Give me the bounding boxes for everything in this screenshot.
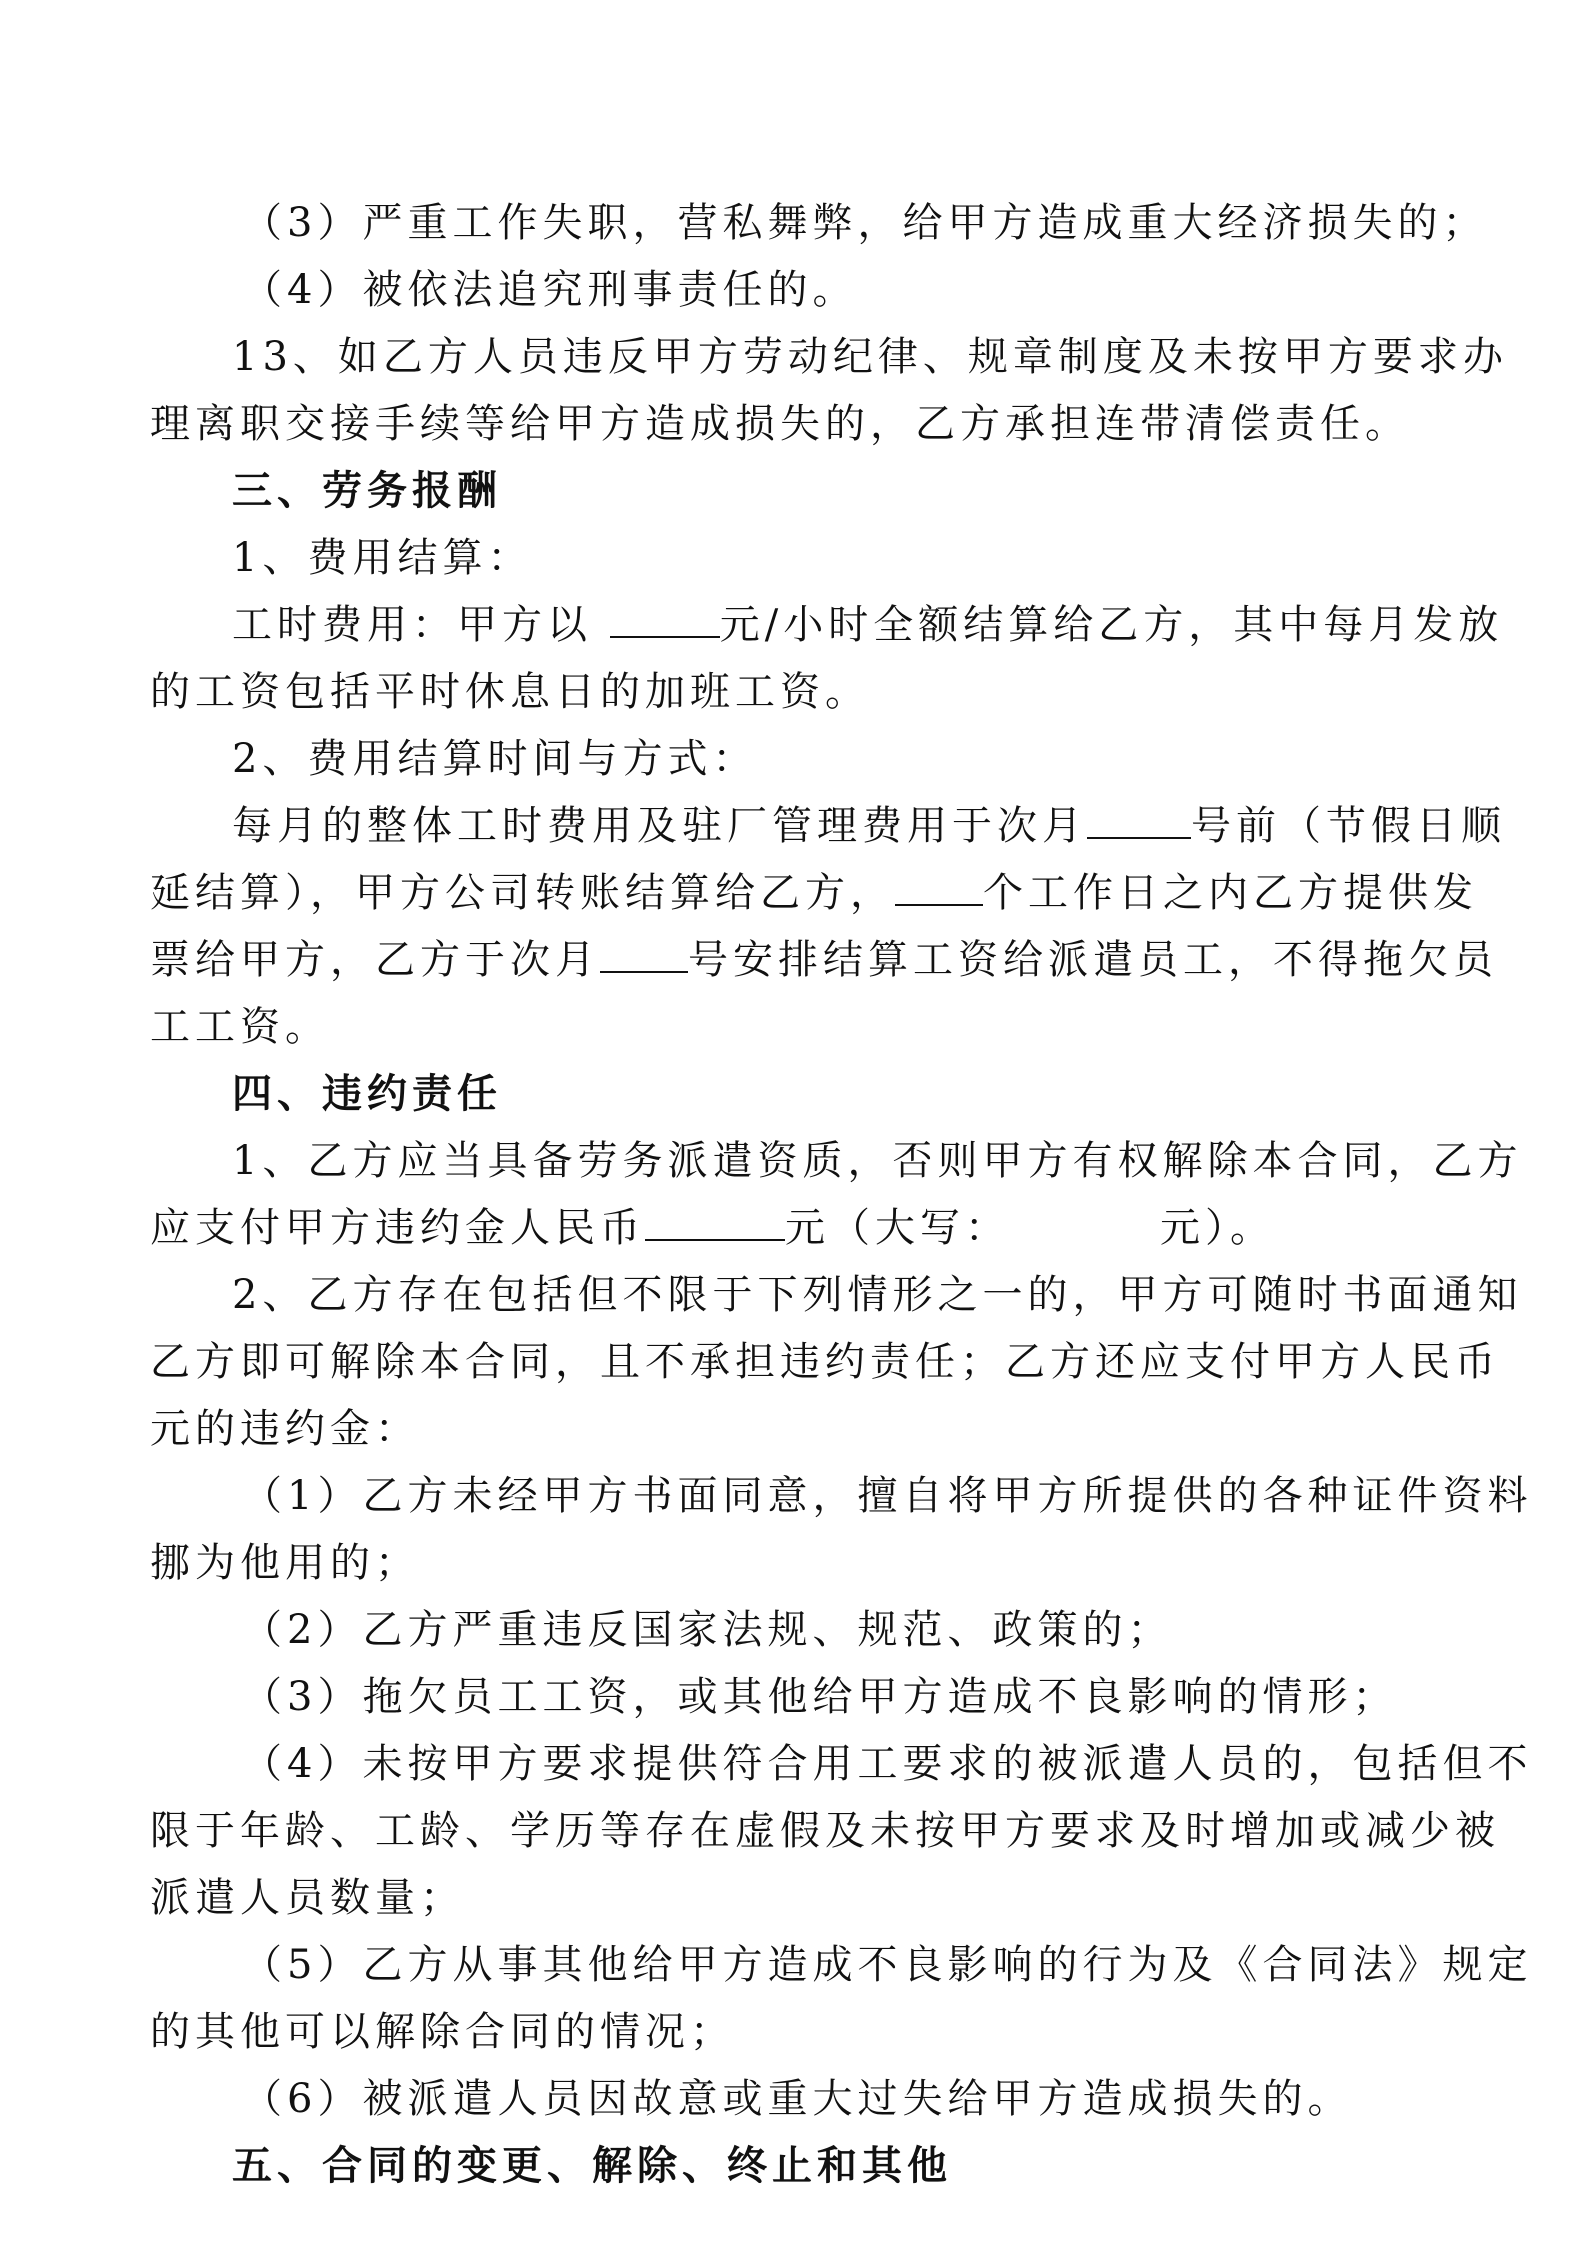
section-heading-breach: 四、违约责任 [232, 1070, 502, 1117]
clause-paragraph-13: 13、如乙方人员违反甲方劳动纪律、规章制度及未按甲方要求办 [232, 334, 1508, 380]
line-text: 元（大写： [785, 1205, 1010, 1251]
line-text: 元）。 [1160, 1205, 1275, 1251]
line-text: 每月的整体工时费用及驻厂管理费用于次月 [232, 803, 1087, 849]
section-heading-contract-changes: 五、合同的变更、解除、终止和其他 [232, 2142, 952, 2189]
clause-line: （4）被依法追究刑事责任的。 [242, 267, 858, 313]
clause-line: （2）乙方严重违反国家法规、规范、政策的； [242, 1607, 1173, 1653]
clause-line: 派遣人员数量； [150, 1875, 465, 1921]
fill-in-blank[interactable] [600, 933, 688, 973]
clause-line-with-blank [150, 932, 1498, 988]
subsection-heading: 1、费用结算： [232, 535, 533, 581]
section-heading-remuneration: 三、劳务报酬 [232, 467, 502, 514]
clause-line: （1）乙方未经甲方书面同意，擅自将甲方所提供的各种证件资料 [242, 1473, 1533, 1519]
clause-line-with-blank [232, 798, 1506, 854]
clause-line-with-blank [150, 865, 1478, 921]
fill-in-blank[interactable] [645, 1201, 785, 1241]
clause-line-with-blank [232, 597, 1503, 653]
fill-in-blank[interactable] [610, 598, 720, 638]
clause-line: 2、乙方存在包括但不限于下列情形之一的，甲方可随时书面通知 [232, 1272, 1523, 1318]
clause-line-with-blank [150, 1200, 1275, 1256]
clause-line: （5）乙方从事其他给甲方造成不良影响的行为及《合同法》规定 [242, 1942, 1533, 1988]
line-text: 应支付甲方违约金人民币 [150, 1205, 645, 1251]
line-text: 个工作日之内乙方提供发 [983, 870, 1478, 916]
line-text: 延结算），甲方公司转账结算给乙方， [150, 870, 895, 916]
clause-line: 限于年龄、工龄、学历等存在虚假及未按甲方要求及时增加或减少被 [150, 1808, 1500, 1854]
fill-in-blank[interactable] [1087, 799, 1191, 839]
line-text: 元/小时全额结算给乙方，其中每月发放 [719, 602, 1504, 648]
clause-line: （4）未按甲方要求提供符合用工要求的被派遣人员的，包括但不 [242, 1741, 1533, 1787]
clause-line: （6）被派遣人员因故意或重大过失给甲方造成损失的。 [242, 2076, 1353, 2122]
fill-in-blank[interactable] [895, 866, 983, 906]
line-text: 号安排结算工资给派遣员工，不得拖欠员 [688, 937, 1498, 983]
clause-line: （3）拖欠员工工资，或其他给甲方造成不良影响的情形； [242, 1674, 1398, 1720]
line-text: 票给甲方，乙方于次月 [150, 937, 600, 983]
line-text: 工时费用：甲方以 [232, 602, 610, 648]
clause-line: 挪为他用的； [150, 1540, 420, 1586]
subsection-heading: 2、费用结算时间与方式： [232, 736, 758, 782]
clause-line: （3）严重工作失职，营私舞弊，给甲方造成重大经济损失的； [242, 200, 1488, 246]
clause-line: 的工资包括平时休息日的加班工资。 [150, 669, 870, 715]
line-text: 号前（节假日顺 [1191, 803, 1506, 849]
clause-line: 的其他可以解除合同的情况； [150, 2009, 735, 2055]
clause-line: 理离职交接手续等给甲方造成损失的，乙方承担连带清偿责任。 [150, 401, 1410, 447]
clause-line: 元的违约金： [150, 1406, 420, 1452]
clause-line: 1、乙方应当具备劳务派遣资质，否则甲方有权解除本合同，乙方 [232, 1138, 1523, 1184]
clause-line: 乙方即可解除本合同，且不承担违约责任；乙方还应支付甲方人民币 [150, 1339, 1500, 1385]
clause-line: 工工资。 [150, 1004, 330, 1050]
